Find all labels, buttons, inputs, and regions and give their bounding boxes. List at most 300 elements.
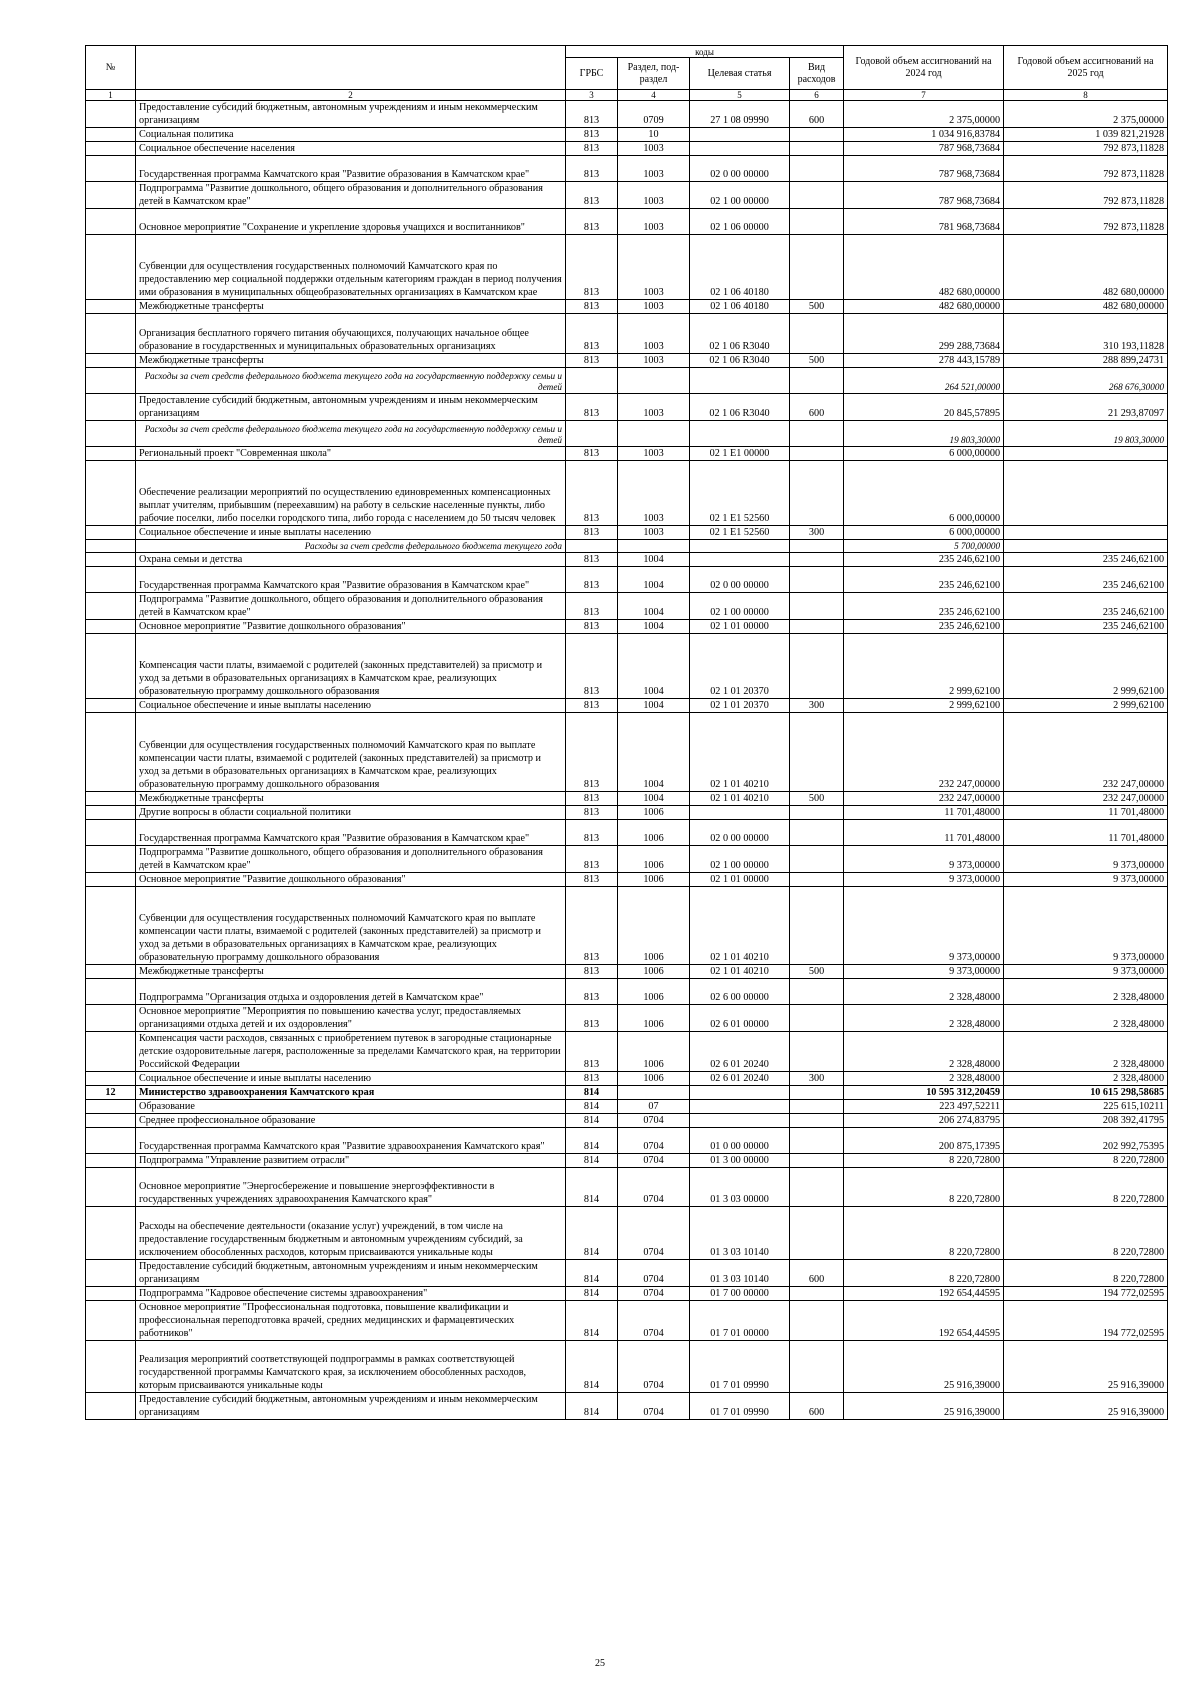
row-amount-2024: 2 375,00000 xyxy=(844,101,1004,128)
row-razdel: 0704 xyxy=(618,1259,690,1286)
row-expense-type xyxy=(790,460,844,525)
row-target-article: 02 1 00 00000 xyxy=(690,593,790,620)
row-target-article: 02 0 00 00000 xyxy=(690,156,790,182)
table-row xyxy=(86,1128,1168,1154)
row-name: Компенсация части расходов, связанных с приобретением путевок в загородные стационарные детские оздоровительные лагеря, расположенные за пределами Камчатского края, на территории Российской Федерации xyxy=(136,1032,566,1072)
row-amount-2025: 9 373,00000 xyxy=(1004,845,1168,872)
row-target-article: 01 7 00 00000 xyxy=(690,1286,790,1300)
row-grbs: 814 xyxy=(566,1259,618,1286)
row-number xyxy=(86,713,136,791)
row-grbs: 814 xyxy=(566,1392,618,1419)
row-amount-2025: 208 392,41795 xyxy=(1004,1114,1168,1128)
row-target-article: 02 1 01 20370 xyxy=(690,699,790,713)
row-name: Межбюджетные трансферты xyxy=(136,791,566,805)
row-amount-2024: 787 968,73684 xyxy=(844,182,1004,209)
header-codes: коды xyxy=(566,46,844,58)
row-name: Подпрограмма "Управление развитием отрасли" xyxy=(136,1154,566,1168)
row-grbs: 813 xyxy=(566,965,618,979)
row-razdel: 1004 xyxy=(618,699,690,713)
row-grbs: 813 xyxy=(566,620,618,634)
table-row xyxy=(86,128,1168,142)
row-amount-2024: 9 373,00000 xyxy=(844,965,1004,979)
row-name: Предоставление субсидий бюджетным, автономным учреждениям и иным некоммерческим организациям xyxy=(136,1392,566,1419)
row-amount-2025: 19 803,30000 xyxy=(1004,420,1168,446)
row-amount-2025 xyxy=(1004,540,1168,553)
header-index: 1 xyxy=(86,90,136,101)
row-number xyxy=(86,1032,136,1072)
row-amount-2025: 792 873,11828 xyxy=(1004,209,1168,235)
row-expense-type xyxy=(790,128,844,142)
row-expense-type xyxy=(790,209,844,235)
row-amount-2025: 288 899,24731 xyxy=(1004,353,1168,367)
row-name: Подпрограмма "Организация отдыха и оздоровления детей в Камчатском крае" xyxy=(136,979,566,1005)
row-target-article: 02 1 01 40210 xyxy=(690,965,790,979)
row-razdel: 0704 xyxy=(618,1154,690,1168)
row-number xyxy=(86,142,136,156)
row-razdel: 0704 xyxy=(618,1207,690,1259)
row-amount-2024: 11 701,48000 xyxy=(844,805,1004,819)
row-grbs: 813 xyxy=(566,128,618,142)
row-grbs: 814 xyxy=(566,1340,618,1392)
row-number xyxy=(86,1005,136,1032)
table-row xyxy=(86,209,1168,235)
row-amount-2024: 232 247,00000 xyxy=(844,791,1004,805)
row-number xyxy=(86,634,136,699)
row-razdel: 1003 xyxy=(618,446,690,460)
table-row xyxy=(86,845,1168,872)
row-target-article: 02 1 06 R3040 xyxy=(690,393,790,420)
table-row xyxy=(86,314,1168,353)
table-note-row xyxy=(86,420,1168,446)
table-row xyxy=(86,300,1168,314)
row-grbs: 813 xyxy=(566,713,618,791)
row-amount-2024: 2 328,48000 xyxy=(844,979,1004,1005)
row-amount-2025: 8 220,72800 xyxy=(1004,1207,1168,1259)
row-amount-2024: 10 595 312,20459 xyxy=(844,1086,1004,1100)
row-number xyxy=(86,1300,136,1340)
row-grbs: 813 xyxy=(566,460,618,525)
row-amount-2025 xyxy=(1004,460,1168,525)
header-index: 5 xyxy=(690,90,790,101)
row-expense-type xyxy=(790,446,844,460)
table-note-row xyxy=(86,540,1168,553)
row-grbs: 813 xyxy=(566,182,618,209)
row-amount-2024: 482 680,00000 xyxy=(844,235,1004,300)
row-amount-2024: 299 288,73684 xyxy=(844,314,1004,353)
row-amount-2025: 225 615,10211 xyxy=(1004,1100,1168,1114)
budget-table-sheet xyxy=(85,45,1167,1420)
row-grbs: 813 xyxy=(566,805,618,819)
row-grbs: 813 xyxy=(566,872,618,886)
table-row xyxy=(86,872,1168,886)
row-grbs xyxy=(566,367,618,393)
table-row xyxy=(86,553,1168,567)
row-number xyxy=(86,1114,136,1128)
row-amount-2024: 235 246,62100 xyxy=(844,567,1004,593)
row-target-article: 02 6 01 20240 xyxy=(690,1032,790,1072)
row-name: Основное мероприятие "Энергосбережение и повышение энергоэффективности в государственных учреждениях здравоохранения Камчатского края" xyxy=(136,1168,566,1207)
row-name: Межбюджетные трансферты xyxy=(136,353,566,367)
row-target-article: 02 1 06 40180 xyxy=(690,300,790,314)
row-amount-2025: 194 772,02595 xyxy=(1004,1300,1168,1340)
row-number xyxy=(86,526,136,540)
row-name: Государственная программа Камчатского края "Развитие здравоохранения Камчатского края" xyxy=(136,1128,566,1154)
row-amount-2024: 264 521,00000 xyxy=(844,367,1004,393)
row-number xyxy=(86,1072,136,1086)
row-grbs xyxy=(566,420,618,446)
row-amount-2024: 8 220,72800 xyxy=(844,1168,1004,1207)
row-grbs: 813 xyxy=(566,235,618,300)
row-name: Основное мероприятие "Развитие дошкольного образования" xyxy=(136,872,566,886)
row-name: Подпрограмма "Развитие дошкольного, общего образования и дополнительного образования детей в Камчатском крае" xyxy=(136,182,566,209)
row-name: Социальное обеспечение и иные выплаты населению xyxy=(136,699,566,713)
row-amount-2025: 1 039 821,21928 xyxy=(1004,128,1168,142)
row-number xyxy=(86,567,136,593)
row-amount-2025: 9 373,00000 xyxy=(1004,872,1168,886)
row-razdel: 0704 xyxy=(618,1300,690,1340)
table-row xyxy=(86,460,1168,525)
row-target-article: 02 1 06 R3040 xyxy=(690,314,790,353)
row-razdel: 1003 xyxy=(618,314,690,353)
row-name: Подпрограмма "Развитие дошкольного, общего образования и дополнительного образования детей в Камчатском крае" xyxy=(136,845,566,872)
row-target-article xyxy=(690,367,790,393)
row-amount-2024: 8 220,72800 xyxy=(844,1154,1004,1168)
row-amount-2024: 25 916,39000 xyxy=(844,1392,1004,1419)
row-name: Среднее профессиональное образование xyxy=(136,1114,566,1128)
row-number xyxy=(86,620,136,634)
row-amount-2025: 235 246,62100 xyxy=(1004,553,1168,567)
row-name: Организация бесплатного горячего питания обучающихся, получающих начальное общее образование в государственных и муниципальных образовательных организациях xyxy=(136,314,566,353)
row-amount-2024: 19 803,30000 xyxy=(844,420,1004,446)
row-amount-2025: 202 992,75395 xyxy=(1004,1128,1168,1154)
row-number xyxy=(86,886,136,964)
row-target-article: 02 1 E1 52560 xyxy=(690,460,790,525)
row-amount-2025: 8 220,72800 xyxy=(1004,1259,1168,1286)
row-amount-2024: 8 220,72800 xyxy=(844,1259,1004,1286)
row-razdel: 0709 xyxy=(618,101,690,128)
table-row xyxy=(86,182,1168,209)
header-grbs: ГРБС xyxy=(566,58,618,90)
row-amount-2024: 223 497,52211 xyxy=(844,1100,1004,1114)
row-name: Социальная политика xyxy=(136,128,566,142)
row-expense-type xyxy=(790,886,844,964)
row-razdel: 1003 xyxy=(618,393,690,420)
row-amount-2024: 278 443,15789 xyxy=(844,353,1004,367)
row-grbs: 813 xyxy=(566,791,618,805)
row-razdel: 1003 xyxy=(618,460,690,525)
row-number xyxy=(86,393,136,420)
row-amount-2024: 232 247,00000 xyxy=(844,713,1004,791)
row-expense-type xyxy=(790,979,844,1005)
row-grbs: 814 xyxy=(566,1154,618,1168)
header-index: 4 xyxy=(618,90,690,101)
row-target-article xyxy=(690,128,790,142)
row-amount-2025: 792 873,11828 xyxy=(1004,142,1168,156)
row-target-article: 02 6 01 00000 xyxy=(690,1005,790,1032)
row-name: Социальное обеспечение и иные выплаты населению xyxy=(136,1072,566,1086)
row-expense-type: 300 xyxy=(790,526,844,540)
header-index: 2 xyxy=(136,90,566,101)
row-name: Другие вопросы в области социальной политики xyxy=(136,805,566,819)
row-amount-2024: 9 373,00000 xyxy=(844,886,1004,964)
header-vid: Вид расходов xyxy=(790,58,844,90)
table-body xyxy=(86,101,1168,1420)
row-number xyxy=(86,156,136,182)
row-expense-type: 600 xyxy=(790,393,844,420)
row-razdel: 0704 xyxy=(618,1392,690,1419)
row-amount-2025: 9 373,00000 xyxy=(1004,965,1168,979)
table-row xyxy=(86,1032,1168,1072)
row-expense-type xyxy=(790,634,844,699)
row-razdel: 1003 xyxy=(618,142,690,156)
row-target-article: 02 1 E1 00000 xyxy=(690,446,790,460)
row-amount-2024: 235 246,62100 xyxy=(844,593,1004,620)
row-name: Предоставление субсидий бюджетным, автономным учреждениям и иным некоммерческим организациям xyxy=(136,1259,566,1286)
table-row xyxy=(86,567,1168,593)
table-row xyxy=(86,1100,1168,1114)
row-grbs: 813 xyxy=(566,209,618,235)
row-razdel: 1006 xyxy=(618,1005,690,1032)
row-razdel: 1003 xyxy=(618,300,690,314)
row-amount-2025: 8 220,72800 xyxy=(1004,1154,1168,1168)
table-row xyxy=(86,819,1168,845)
header-2025: Годовой объем ассигнований на 2025 год xyxy=(1004,46,1168,90)
row-name: Межбюджетные трансферты xyxy=(136,965,566,979)
row-number xyxy=(86,367,136,393)
table-row xyxy=(86,353,1168,367)
row-target-article xyxy=(690,553,790,567)
table-row xyxy=(86,1168,1168,1207)
row-name: Основное мероприятие "Сохранение и укрепление здоровья учащихся и воспитанников" xyxy=(136,209,566,235)
row-name: Расходы за счет средств федерального бюджета текущего года на государственную поддержку семьи и детей xyxy=(136,420,566,446)
row-expense-type xyxy=(790,620,844,634)
row-expense-type xyxy=(790,1114,844,1128)
row-amount-2025: 2 999,62100 xyxy=(1004,699,1168,713)
row-amount-2024: 8 220,72800 xyxy=(844,1207,1004,1259)
row-grbs: 814 xyxy=(566,1168,618,1207)
row-amount-2024: 482 680,00000 xyxy=(844,300,1004,314)
row-amount-2025: 232 247,00000 xyxy=(1004,713,1168,791)
table-row xyxy=(86,713,1168,791)
row-grbs: 813 xyxy=(566,300,618,314)
row-amount-2025: 2 328,48000 xyxy=(1004,1005,1168,1032)
row-target-article: 02 0 00 00000 xyxy=(690,567,790,593)
row-amount-2025: 25 916,39000 xyxy=(1004,1340,1168,1392)
row-amount-2025: 268 676,30000 xyxy=(1004,367,1168,393)
row-expense-type xyxy=(790,156,844,182)
row-amount-2024: 6 000,00000 xyxy=(844,460,1004,525)
table-row xyxy=(86,156,1168,182)
header-index: 7 xyxy=(844,90,1004,101)
row-expense-type xyxy=(790,1005,844,1032)
row-amount-2025: 235 246,62100 xyxy=(1004,620,1168,634)
row-grbs: 813 xyxy=(566,819,618,845)
budget-table xyxy=(85,45,1168,1420)
row-razdel xyxy=(618,420,690,446)
row-grbs: 814 xyxy=(566,1128,618,1154)
row-grbs: 813 xyxy=(566,845,618,872)
row-expense-type: 300 xyxy=(790,1072,844,1086)
row-number xyxy=(86,235,136,300)
row-amount-2024: 192 654,44595 xyxy=(844,1300,1004,1340)
row-name: Субвенции для осуществления государственных полномочий Камчатского края по выплате компенсации части платы, взимаемой с родителей (законных представителей) за присмотр и уход за детьми в образовательных организациях в Камчатском крае, реализующих образовательную программу дошкольного образования xyxy=(136,713,566,791)
row-name: Расходы на обеспечение деятельности (оказание услуг) учреждений, в том числе на предоставление государственным бюджетным и автономным учреждениям субсидий, за исключением обособленных расходов, которым присваиваются уникальные коды xyxy=(136,1207,566,1259)
row-target-article xyxy=(690,1114,790,1128)
row-amount-2024: 235 246,62100 xyxy=(844,620,1004,634)
row-expense-type xyxy=(790,1154,844,1168)
row-razdel: 1006 xyxy=(618,1072,690,1086)
table-row xyxy=(86,235,1168,300)
table-row xyxy=(86,965,1168,979)
row-amount-2024: 787 968,73684 xyxy=(844,156,1004,182)
row-target-article: 01 7 01 09990 xyxy=(690,1340,790,1392)
row-amount-2025: 482 680,00000 xyxy=(1004,235,1168,300)
row-number xyxy=(86,1168,136,1207)
row-expense-type: 600 xyxy=(790,1259,844,1286)
row-grbs: 814 xyxy=(566,1114,618,1128)
row-grbs: 813 xyxy=(566,526,618,540)
row-number xyxy=(86,1154,136,1168)
row-name: Основное мероприятие "Профессиональная подготовка, повышение квалификации и профессиональная переподготовка врачей, средних медицинских и фармацевтических работников" xyxy=(136,1300,566,1340)
row-grbs: 813 xyxy=(566,699,618,713)
row-target-article: 02 1 01 00000 xyxy=(690,620,790,634)
row-expense-type: 600 xyxy=(790,101,844,128)
row-number xyxy=(86,1286,136,1300)
row-target-article: 02 1 01 40210 xyxy=(690,886,790,964)
row-razdel: 1004 xyxy=(618,553,690,567)
row-expense-type xyxy=(790,1286,844,1300)
row-number xyxy=(86,128,136,142)
row-amount-2025: 10 615 298,58685 xyxy=(1004,1086,1168,1100)
row-number xyxy=(86,791,136,805)
row-target-article: 01 0 00 00000 xyxy=(690,1128,790,1154)
row-expense-type: 300 xyxy=(790,699,844,713)
row-amount-2025: 8 220,72800 xyxy=(1004,1168,1168,1207)
row-expense-type xyxy=(790,845,844,872)
table-row xyxy=(86,620,1168,634)
row-amount-2025: 11 701,48000 xyxy=(1004,819,1168,845)
row-grbs: 813 xyxy=(566,1032,618,1072)
row-number xyxy=(86,101,136,128)
header-razdel: Раздел, под-раздел xyxy=(618,58,690,90)
row-number xyxy=(86,1392,136,1419)
row-amount-2024: 2 999,62100 xyxy=(844,699,1004,713)
row-razdel: 1006 xyxy=(618,805,690,819)
table-row xyxy=(86,593,1168,620)
row-amount-2024: 25 916,39000 xyxy=(844,1340,1004,1392)
row-number xyxy=(86,872,136,886)
row-razdel: 1004 xyxy=(618,634,690,699)
row-razdel: 0704 xyxy=(618,1128,690,1154)
row-amount-2025 xyxy=(1004,446,1168,460)
row-grbs: 813 xyxy=(566,142,618,156)
row-number xyxy=(86,1340,136,1392)
row-target-article: 27 1 08 09990 xyxy=(690,101,790,128)
row-name: Предоставление субсидий бюджетным, автономным учреждениям и иным некоммерческим организациям xyxy=(136,101,566,128)
row-amount-2025: 792 873,11828 xyxy=(1004,182,1168,209)
row-grbs: 813 xyxy=(566,886,618,964)
row-expense-type: 500 xyxy=(790,300,844,314)
row-amount-2025: 2 328,48000 xyxy=(1004,1072,1168,1086)
row-expense-type xyxy=(790,1086,844,1100)
table-row xyxy=(86,791,1168,805)
row-razdel: 1006 xyxy=(618,886,690,964)
row-grbs: 814 xyxy=(566,1300,618,1340)
row-amount-2025: 235 246,62100 xyxy=(1004,567,1168,593)
row-target-article xyxy=(690,420,790,446)
row-amount-2024: 9 373,00000 xyxy=(844,845,1004,872)
table-note-row xyxy=(86,367,1168,393)
row-target-article: 02 0 00 00000 xyxy=(690,819,790,845)
row-razdel: 1003 xyxy=(618,182,690,209)
table-row xyxy=(86,101,1168,128)
row-amount-2025: 11 701,48000 xyxy=(1004,805,1168,819)
row-razdel: 0704 xyxy=(618,1114,690,1128)
row-amount-2025: 792 873,11828 xyxy=(1004,156,1168,182)
row-amount-2025: 232 247,00000 xyxy=(1004,791,1168,805)
row-target-article: 02 1 01 40210 xyxy=(690,791,790,805)
row-amount-2025: 482 680,00000 xyxy=(1004,300,1168,314)
row-razdel: 1006 xyxy=(618,819,690,845)
row-amount-2024: 6 000,00000 xyxy=(844,526,1004,540)
row-grbs: 813 xyxy=(566,353,618,367)
row-name: Компенсация части платы, взимаемой с родителей (законных представителей) за присмотр и уход за детьми в образовательных организациях в Камчатском крае, реализующих образовательную программу дошкольного образования xyxy=(136,634,566,699)
row-amount-2024: 2 328,48000 xyxy=(844,1005,1004,1032)
row-number xyxy=(86,805,136,819)
row-razdel: 1003 xyxy=(618,209,690,235)
row-amount-2024: 6 000,00000 xyxy=(844,446,1004,460)
row-razdel xyxy=(618,367,690,393)
row-amount-2024: 1 034 916,83784 xyxy=(844,128,1004,142)
row-name: Обеспечение реализации мероприятий по осуществлению единовременных компенсационных выплат учителям, прибывшим (переехавшим) на работу в сельские населенные пункты, либо рабочие поселки, либо поселки городского типа, либо города с населением до 50 тысяч человек xyxy=(136,460,566,525)
row-number xyxy=(86,1100,136,1114)
row-expense-type xyxy=(790,314,844,353)
row-amount-2025: 235 246,62100 xyxy=(1004,593,1168,620)
row-number xyxy=(86,979,136,1005)
row-name: Государственная программа Камчатского края "Развитие образования в Камчатском крае" xyxy=(136,819,566,845)
row-number: 12 xyxy=(86,1086,136,1100)
row-target-article: 02 1 06 R3040 xyxy=(690,353,790,367)
row-name: Подпрограмма "Развитие дошкольного, общего образования и дополнительного образования детей в Камчатском крае" xyxy=(136,593,566,620)
row-razdel: 1006 xyxy=(618,872,690,886)
table-row xyxy=(86,805,1168,819)
row-razdel: 1006 xyxy=(618,965,690,979)
row-target-article xyxy=(690,1100,790,1114)
row-name: Расходы за счет средств федерального бюджета текущего года на государственную поддержку семьи и детей xyxy=(136,367,566,393)
row-target-article: 01 7 01 00000 xyxy=(690,1300,790,1340)
row-target-article: 02 6 00 00000 xyxy=(690,979,790,1005)
row-number xyxy=(86,593,136,620)
row-grbs xyxy=(566,540,618,553)
row-number xyxy=(86,1128,136,1154)
row-number xyxy=(86,699,136,713)
row-amount-2024: 2 999,62100 xyxy=(844,634,1004,699)
row-grbs: 814 xyxy=(566,1286,618,1300)
row-amount-2025: 310 193,11828 xyxy=(1004,314,1168,353)
row-number xyxy=(86,845,136,872)
row-amount-2025: 2 328,48000 xyxy=(1004,979,1168,1005)
row-name: Основное мероприятие "Развитие дошкольного образования" xyxy=(136,620,566,634)
row-target-article: 02 1 01 40210 xyxy=(690,713,790,791)
header-index: 6 xyxy=(790,90,844,101)
row-number xyxy=(86,1207,136,1259)
row-amount-2024: 192 654,44595 xyxy=(844,1286,1004,1300)
row-expense-type xyxy=(790,1100,844,1114)
row-number xyxy=(86,540,136,553)
row-grbs: 814 xyxy=(566,1086,618,1100)
row-amount-2024: 235 246,62100 xyxy=(844,553,1004,567)
row-amount-2025: 2 375,00000 xyxy=(1004,101,1168,128)
